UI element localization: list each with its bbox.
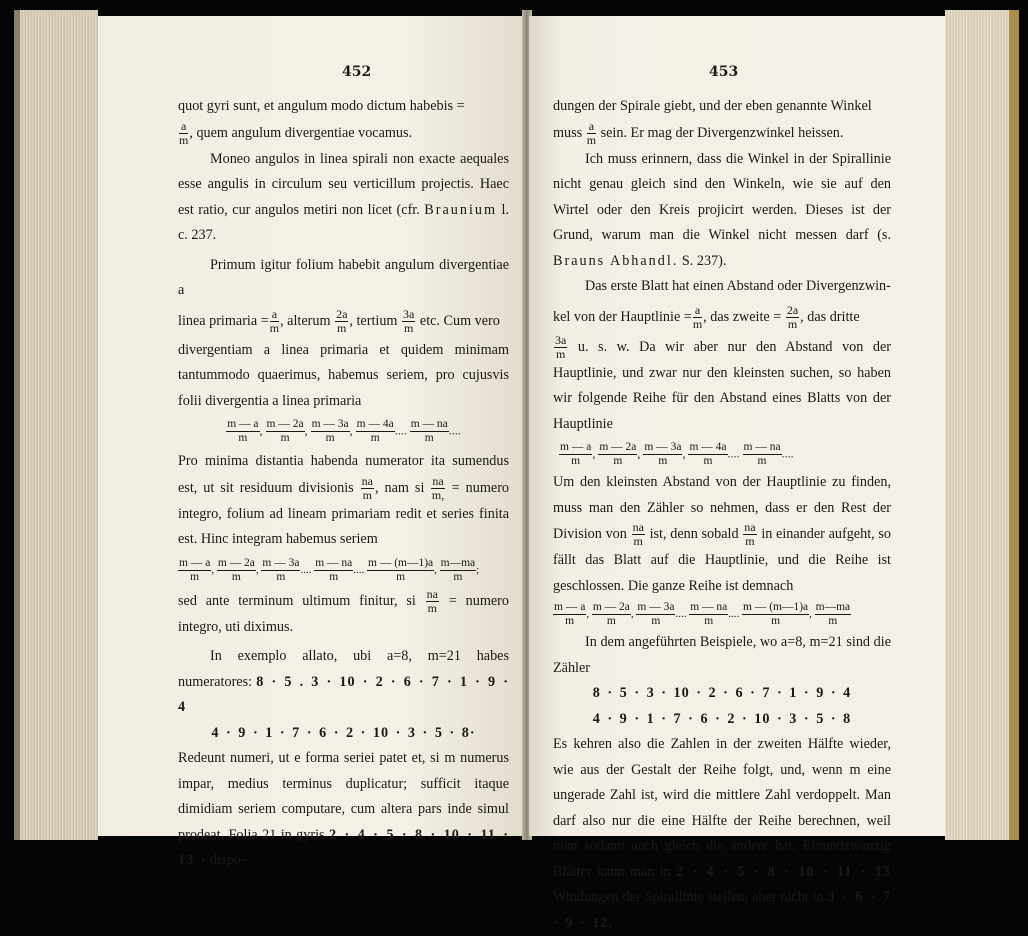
fraction: $\frac{m — 3a}{m}$ — [637, 601, 675, 627]
fraction: $\frac{m — a}{m}$ — [227, 418, 259, 444]
fraction: $\frac{a}{m}$ — [269, 306, 280, 335]
fraction: $\frac{m — na}{m}$ — [315, 556, 353, 583]
fraction: $\frac{m — 3a}{m}$ — [262, 556, 300, 583]
text-line: muss $\frac{a}{m}$ sein. Er mag der Divergenzwinkel heissen. — [553, 118, 844, 147]
fraction: $\frac{m — 3a}{m}$ — [311, 418, 349, 444]
fraction: $\frac{m — (m—1)a}{m}$ — [368, 556, 434, 583]
text-line: linea primaria = $\frac{a}{m}$ , alterum $\frac{2a}{m}$ , tertium $\frac{3a}{m}$ etc. Cum vero — [178, 306, 500, 335]
fraction: $\frac{m — 2a}{m}$ — [266, 418, 304, 444]
paragraph: In exemplo allato, ubi a=8, m=21 habes numeratores: 8 · 5 . 3 · 10 · 2 · 6 · 7 · 1 · 9 · 4 — [178, 648, 510, 715]
paragraph: sed ante terminum ultimum finitur, si $\frac{na}{m}$ = numero integro, uti diximus. — [178, 586, 509, 635]
fraction: $\frac{m — a}{m}$ — [179, 556, 211, 583]
paragraph: Um den kleinsten Abstand von der Hauptlinie zu finden, muss man den Zähler so nehmen, dass er den Rest der Division von $\frac{na}{m}$ ist, denn sobald $\frac{na}{m}$ in einander aufgeht, so fällt das Blatt auf die Hauptlinie, und die Reihe ist geschlossen. Die ganze Reihe ist demnach — [553, 474, 891, 594]
fraction: $\frac{m — na}{m}$ — [743, 441, 781, 467]
fraction: $\frac{3a}{m}$ — [403, 306, 415, 335]
series-formula: $\frac{m — a}{m}$ , $\frac{m — 2a}{m}$ , $\frac{m — 3a}{m}$ , $\frac{m — 4a}{m}$ .... $\frac{m — na}{m}$ .... — [560, 441, 794, 467]
fraction: $\frac{na}{m}$ — [632, 520, 644, 548]
fraction: $\frac{m — (m—1)a}{m}$ — [743, 601, 809, 627]
text-line: dungen der Spirale giebt, und der eben genannte Winkel — [553, 98, 872, 114]
paragraph: Ich muss erinnern, dass die Winkel in der Spirallinie nicht genau gleich sind den Winkeln, wie sie auf den Wirtel oder den Kreis projicirt werden. Dieses ist der Grund, warum man die Winkel nicht messen darf (s. Brauns Abhandl. S. 237). — [553, 150, 891, 269]
open-book — [14, 10, 1019, 931]
fraction: $\frac{m — a}{m}$ — [554, 601, 586, 627]
paragraph: Pro minima distantia habenda numerator ita sumendus est, ut sit residuum divisionis $\frac{na}{m}$ , nam si $\frac{na}{m,}$ = numero integro, folium ad lineam primariam redit et series finita est. Hinc integram habemus seriem — [178, 453, 510, 547]
paragraph: Moneo angulos in linea spirali non exacte aequales esse angulis in circulum seu verticillum projectis. Haec est ratio, cur angulos metiri non licet (cfr. Braunium l. c. 237. — [178, 150, 510, 243]
page-text — [178, 94, 509, 874]
text-line: kel von der Hauptlinie = $\frac{a}{m}$ , das zweite = $\frac{2a}{m}$ , das dritte — [553, 302, 860, 331]
fraction: $\frac{m—ma}{m}$ — [815, 601, 851, 627]
page-number: 452 — [342, 64, 372, 80]
series-formula: $\frac{m — a}{m}$ , $\frac{m — 2a}{m}$ , $\frac{m — 3a}{m}$ .... $\frac{m — na}{m}$ .... $\frac{m — (m—1)a}{m}$ , $\frac{m—ma}{m}$ ; — [179, 556, 480, 583]
numerator-sequence: 8 · 5 · 3 · 10 · 2 · 6 · 7 · 1 · 9 · 4 — [592, 685, 852, 701]
paragraph: Das erste Blatt hat einen Abstand oder Divergenzwin- — [585, 278, 891, 294]
fraction: $\frac{m—ma}{m}$ — [440, 556, 476, 583]
left-page-edges — [14, 10, 98, 840]
fraction: $\frac{m — 3a}{m}$ — [644, 441, 682, 467]
series-formula: $\frac{m — a}{m}$ , $\frac{m — 2a}{m}$ , $\frac{m — 3a}{m}$ , $\frac{m — 4a}{m}$ .... $\frac{m — na}{m}$ .... — [227, 418, 461, 444]
fraction: $\frac{2a}{m}$ — [336, 306, 348, 335]
paragraph: In dem angeführten Beispiele, wo a=8, m=21 sind die Zähler — [553, 634, 891, 676]
fraction: $\frac{m — na}{m}$ — [410, 418, 448, 444]
series-formula: $\frac{m — a}{m}$ , $\frac{m — 2a}{m}$ , $\frac{m — 3a}{m}$ .... $\frac{m — na}{m}$ .... $\frac{m — (m—1)a}{m}$ , $\frac{m—ma}{m}$ — [554, 601, 851, 627]
text-line: quot gyri sunt, et angulum modo dictum habebis = — [178, 98, 465, 114]
right-page — [529, 16, 945, 931]
left-page — [98, 16, 525, 868]
page-text — [553, 94, 891, 936]
fraction: $\frac{m — 2a}{m}$ — [217, 556, 255, 583]
fraction: $\frac{a}{m}$ — [586, 118, 597, 147]
fraction: $\frac{na}{m}$ — [744, 520, 756, 548]
fraction: $\frac{m — 2a}{m}$ — [592, 601, 630, 627]
fraction: $\frac{2a}{m}$ — [786, 302, 799, 331]
fraction: $\frac{a}{m}$ — [179, 118, 189, 147]
fraction: $\frac{na}{m}$ — [426, 586, 438, 615]
fraction: $\frac{na}{m}$ — [361, 473, 373, 502]
right-page-edges — [945, 10, 1019, 840]
fraction: $\frac{m — 2a}{m}$ — [599, 441, 637, 467]
paragraph: Redeunt numeri, ut e forma seriei patet et, si m numerus impar, medius terminus duplicatur; sufficit itaque dimidiam seriem computare, cum altera pars inde simul prodeat. Folia 21 in gyris 2 · 4 · 5 · 8 · 10 · 11 · 13 · dispo- — [178, 750, 510, 868]
page-number: 453 — [709, 64, 739, 80]
fraction: $\frac{m — na}{m}$ — [690, 601, 728, 627]
text-line: $\frac{a}{m}$ , quem angulum divergentiae vocamus. — [179, 118, 413, 147]
fraction: $\frac{3a}{m}$ — [555, 332, 567, 361]
paragraph: Primum igitur folium habebit angulum divergentiae a — [178, 256, 509, 298]
paragraph: divergentiam a linea primaria et quidem minimam tantummodo quaerimus, habemus seriem, pro cujusvis folii divergentia a linea primaria — [178, 341, 509, 409]
fraction: $\frac{m — 4a}{m}$ — [356, 418, 394, 444]
paragraph: Es kehren also die Zahlen in der zweiten Hälfte wieder, wie aus der Gestalt der Reihe folgt, und, wenn m eine ungerade Zahl ist, wird die mittlere Zahl verdoppelt. Man darf also nur die eine Hälfte der Reihe berechnen, weil man sodann auch gleich die andere hat. Einundzwanzig Blätter kann man in 2 · 4 · 5 · 8 · 10 · 11 · 13 Windungen der Spirallinie stellen, aber nicht in 3 · 6 · 7 · 9 · 12, — [553, 736, 892, 931]
numerator-sequence: 4 · 9 · 1 · 7 · 6 · 2 · 10 · 3 · 5 · 8· — [211, 724, 476, 741]
fraction: $\frac{m — 4a}{m}$ — [689, 441, 727, 467]
numerator-sequence: 4 · 9 · 1 · 7 · 6 · 2 · 10 · 3 · 5 · 8 — [592, 710, 852, 727]
paragraph: $\frac{3a}{m}$ u. s. w. Da wir aber nur den Abstand von der Hauptlinie, und zwar nur den kleinsten suchen, so haben wir folgende Reihe für den Abstand eines Blatts von der Hauptlinie — [553, 332, 892, 432]
fraction: $\frac{a}{m}$ — [692, 302, 703, 331]
fraction: $\frac{m — a}{m}$ — [560, 441, 592, 467]
fraction: $\frac{na}{m,}$ — [431, 473, 445, 502]
